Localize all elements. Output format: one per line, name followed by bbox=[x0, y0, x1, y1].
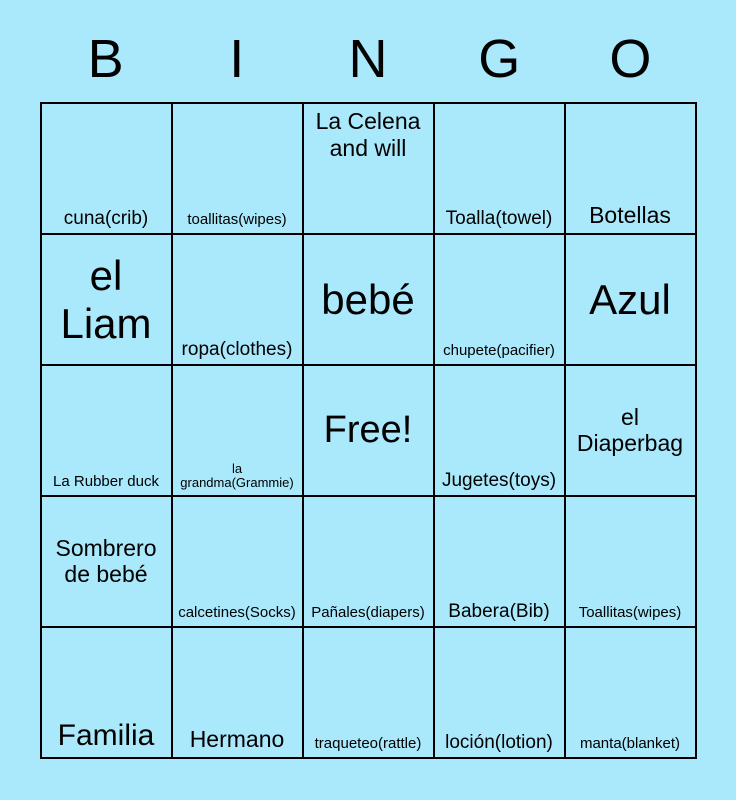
bingo-cell-label: ropa(clothes) bbox=[181, 338, 293, 360]
bingo-cell-label: Free! bbox=[323, 409, 413, 452]
bingo-cell-label: Azul bbox=[589, 275, 671, 323]
bingo-cell[interactable] bbox=[172, 234, 303, 365]
bingo-cell[interactable] bbox=[172, 365, 303, 496]
bingo-cell-label: Botellas bbox=[589, 202, 671, 229]
bingo-cell[interactable] bbox=[565, 103, 696, 234]
bingo-cell[interactable] bbox=[565, 365, 696, 496]
bingo-cell-label: calcetines(Socks) bbox=[178, 604, 296, 622]
bingo-cell[interactable] bbox=[172, 496, 303, 627]
bingo-cell-label: Pañales(diapers) bbox=[311, 604, 425, 622]
bingo-cell-label: La Rubber duck bbox=[53, 473, 159, 491]
bingo-cell-label: Familia bbox=[57, 719, 155, 753]
bingo-row bbox=[41, 496, 696, 627]
bingo-cell[interactable] bbox=[434, 496, 565, 627]
bingo-cell-label: manta(blanket) bbox=[579, 735, 681, 753]
bingo-cell-label: bebé bbox=[321, 275, 415, 323]
bingo-cell[interactable] bbox=[434, 234, 565, 365]
bingo-cell[interactable] bbox=[434, 365, 565, 496]
bingo-cell[interactable] bbox=[434, 627, 565, 758]
bingo-cell[interactable] bbox=[303, 103, 434, 234]
bingo-cell-label: la grandma(Grammie) bbox=[180, 460, 294, 491]
header-letter-g: G bbox=[478, 29, 521, 89]
bingo-cell[interactable] bbox=[565, 234, 696, 365]
bingo-cell-label: loción(lotion) bbox=[445, 731, 553, 753]
bingo-header bbox=[40, 0, 696, 90]
bingo-cell-label: Hermano bbox=[189, 726, 285, 753]
bingo-cell[interactable] bbox=[565, 627, 696, 758]
bingo-cell[interactable] bbox=[565, 496, 696, 627]
bingo-cell[interactable] bbox=[41, 234, 172, 365]
bingo-row bbox=[41, 103, 696, 234]
bingo-cell-label: el Diaperbag bbox=[576, 403, 684, 456]
header-letter-i: I bbox=[229, 29, 245, 89]
bingo-cell[interactable] bbox=[303, 234, 434, 365]
bingo-cell-label: Sombrero de bebé bbox=[55, 534, 157, 587]
bingo-row bbox=[41, 234, 696, 365]
bingo-cell-label: el Liam bbox=[60, 252, 152, 347]
bingo-grid bbox=[40, 102, 697, 759]
bingo-cell-label: Babera(Bib) bbox=[448, 600, 550, 622]
bingo-cell[interactable] bbox=[41, 103, 172, 234]
bingo-cell-label: Toallitas(wipes) bbox=[578, 604, 682, 622]
bingo-cell[interactable] bbox=[434, 103, 565, 234]
bingo-cell-label: Toalla(towel) bbox=[445, 207, 553, 229]
bingo-cell-free[interactable] bbox=[303, 365, 434, 496]
bingo-cell[interactable] bbox=[41, 365, 172, 496]
bingo-cell-label: toallitas(wipes) bbox=[187, 211, 287, 229]
bingo-cell-label: chupete(pacifier) bbox=[443, 342, 555, 360]
bingo-row bbox=[41, 365, 696, 496]
bingo-cell[interactable] bbox=[303, 496, 434, 627]
bingo-cell[interactable] bbox=[303, 627, 434, 758]
bingo-cell[interactable] bbox=[41, 627, 172, 758]
bingo-cell-label: La Celena and will bbox=[315, 108, 421, 162]
bingo-row bbox=[41, 627, 696, 758]
bingo-cell-label: traqueteo(rattle) bbox=[314, 735, 422, 753]
bingo-cell[interactable] bbox=[41, 496, 172, 627]
header-letter-o: O bbox=[609, 29, 652, 89]
bingo-cell-label: cuna(crib) bbox=[63, 207, 149, 229]
bingo-cell[interactable] bbox=[172, 103, 303, 234]
header-letter-n: N bbox=[348, 29, 388, 89]
header-letter-b: B bbox=[87, 29, 124, 89]
bingo-cell[interactable] bbox=[172, 627, 303, 758]
bingo-cell-label: Jugetes(toys) bbox=[441, 469, 557, 491]
